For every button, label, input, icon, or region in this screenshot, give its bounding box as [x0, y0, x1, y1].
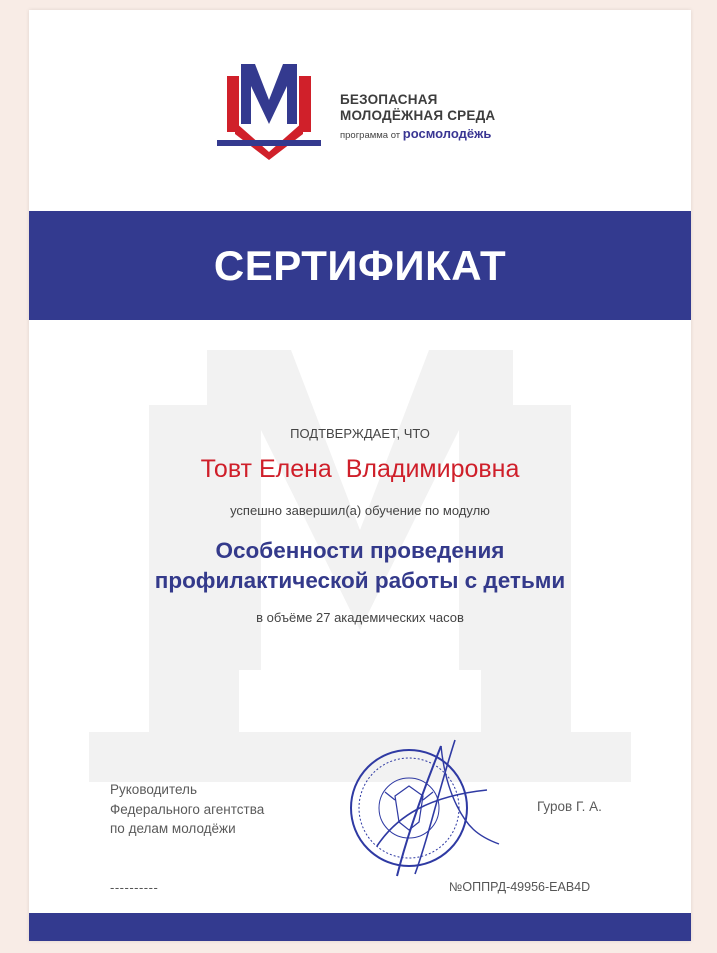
logo-brand: росмолодёжь [402, 126, 492, 141]
logo-program-prefix: программа от [340, 130, 401, 141]
completed-text: успешно завершил(а) обучение по модулю [230, 503, 490, 518]
module-title-line-2: профилактической работы с детьми [154, 568, 566, 593]
signer-position [110, 780, 264, 839]
hours-text: в объёме 27 академических часов [256, 610, 464, 625]
footer-bar [29, 913, 691, 941]
official-seal-icon [337, 726, 507, 886]
signer-name: Гуров Г. А. [537, 799, 602, 814]
logo-line-1: БЕЗОПАСНАЯ [340, 92, 438, 107]
certificate-title: СЕРТИФИКАТ [213, 241, 507, 289]
logo-line-2: МОЛОДЁЖНАЯ СРЕДА [340, 108, 496, 123]
signature-dashes: ---------- [110, 880, 159, 895]
recipient-name: Товт Елена Владимировна [200, 455, 520, 483]
title-banner [29, 211, 691, 320]
certificate-page [29, 10, 691, 941]
brand-logo-icon [215, 62, 323, 160]
module-title [29, 536, 691, 596]
signer-position-line-2: Федерального агентства [110, 801, 265, 817]
module-title-line-1: Особенности проведения [215, 538, 505, 563]
signer-position-line-3: по делам молодёжи [110, 821, 236, 836]
logo-text [340, 92, 495, 141]
signer-position-line-1: Руководитель [110, 782, 197, 797]
certificate-number: №ОППРД-49956-EAB4D [449, 880, 591, 894]
confirms-text: ПОДТВЕРЖДАЕТ, ЧТО [290, 426, 430, 441]
logo-subline [340, 126, 495, 141]
